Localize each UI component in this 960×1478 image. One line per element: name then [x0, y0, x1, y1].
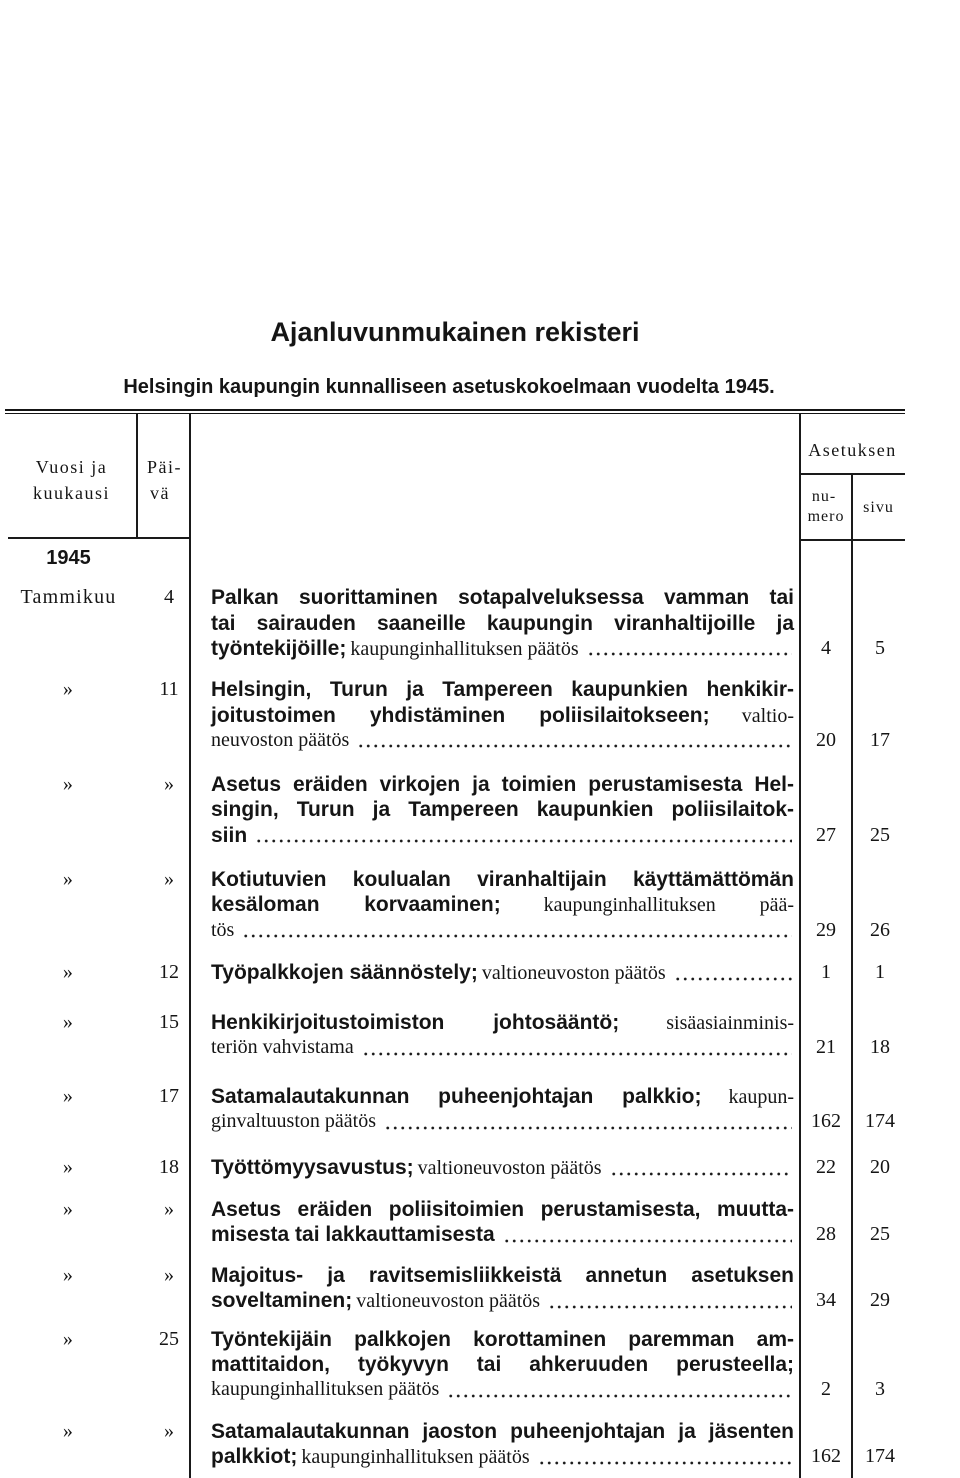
header-day-line2: vä — [150, 483, 170, 503]
statute-number: 27 — [816, 823, 836, 846]
entry-source-text: kaupunginhallituksen päätös — [301, 1446, 530, 1469]
entry-title-text: siin — [211, 823, 248, 847]
description-line — [211, 892, 794, 917]
description-line — [211, 1377, 794, 1402]
description-line-text — [211, 1109, 376, 1134]
entry-source-text: kaupunginhallituksen päätös — [350, 637, 579, 660]
entry-day: 15 — [159, 1011, 179, 1034]
page-title: Ajanluvunmukainen rekisteri — [270, 317, 640, 347]
entry-description — [190, 772, 800, 848]
entry-description — [190, 960, 800, 985]
statute-page: 17 — [870, 728, 890, 751]
register-entry — [0, 1155, 905, 1180]
leader-dots — [587, 636, 792, 661]
entry-day: 25 — [159, 1328, 179, 1351]
entry-title-text: Satamalautakunnan puheenjohtajan palkkio; — [211, 1085, 702, 1109]
entry-month: » — [62, 961, 75, 984]
header-number-line2: mero — [807, 508, 845, 525]
entry-month: » — [62, 678, 75, 701]
entry-month: » — [62, 1328, 75, 1351]
header-year-month-line1: Vuosi ja — [35, 457, 108, 477]
register-entry — [0, 1327, 905, 1403]
leader-dots — [447, 1377, 792, 1402]
description-line — [211, 1010, 794, 1035]
entry-day: » — [164, 773, 174, 796]
entry-title-text: Asetus eräiden poliisitoimien perustamisesta, muutta- — [211, 1198, 794, 1222]
entry-description — [190, 1197, 800, 1247]
leader-dots — [362, 1035, 792, 1060]
page-subtitle: Helsingin kaupungin kunnalliseen asetuskokoelmaan vuodelta 1945. — [123, 376, 775, 398]
description-line-text — [211, 823, 247, 848]
entry-title-text: kesäloman korvaaminen; — [211, 893, 501, 917]
statute-number: 4 — [821, 636, 831, 659]
entry-month: » — [62, 1156, 75, 1179]
entry-day: 17 — [159, 1085, 179, 1108]
statute-number: 22 — [816, 1156, 836, 1179]
entry-source-text: tös — [211, 918, 235, 941]
entry-source-text: valtioneuvoston päätös — [417, 1157, 602, 1180]
leader-dots — [503, 1222, 792, 1247]
entry-description — [190, 677, 800, 753]
description-line-text — [211, 960, 666, 985]
entry-description — [190, 1327, 800, 1403]
description-line-text — [211, 1035, 354, 1060]
description-line — [211, 772, 794, 797]
entry-description — [190, 1263, 800, 1313]
entry-month: » — [62, 1420, 75, 1442]
entry-description — [190, 1419, 800, 1469]
entry-title-text: misesta tai lakkauttamisesta — [211, 1223, 495, 1247]
description-line — [211, 1327, 794, 1352]
description-line — [211, 703, 794, 728]
description-line — [211, 918, 794, 943]
description-line — [211, 677, 794, 702]
entry-description — [190, 1084, 800, 1134]
statute-number: 1 — [821, 961, 831, 984]
entry-month: » — [62, 1264, 75, 1287]
header-year-month-line2: kuukausi — [33, 483, 110, 503]
register-entry — [0, 585, 905, 661]
statute-page: 18 — [870, 1036, 890, 1059]
entry-title-text: Helsingin, Turun ja Tampereen kaupunkien henkikir- — [211, 678, 794, 702]
description-line — [211, 1263, 794, 1288]
entry-title-text: Työpalkkojen säännöstely; — [211, 961, 478, 985]
entry-month: » — [62, 868, 75, 891]
description-line-text — [211, 1377, 439, 1402]
entry-description — [190, 867, 800, 943]
description-line — [211, 1109, 794, 1134]
statute-page: 20 — [870, 1156, 890, 1179]
statute-number: 2 — [821, 1378, 831, 1401]
statute-number: 20 — [816, 728, 836, 751]
entry-day: » — [164, 868, 174, 891]
entry-title-text: Työttömyysavustus; — [211, 1156, 414, 1180]
header-page: sivu — [863, 499, 894, 516]
entry-source-text: teriön vahvistama — [211, 1036, 354, 1059]
leader-dots — [674, 960, 792, 985]
entry-title-text: Palkan suorittaminen sotapalveluksessa vamman tai — [211, 586, 794, 610]
entry-title-text: soveltaminen; — [211, 1289, 353, 1313]
entry-month: » — [62, 773, 75, 796]
register-entry — [0, 1197, 905, 1247]
entry-description — [190, 1010, 800, 1060]
register-entry — [0, 1419, 905, 1469]
entry-description — [190, 1155, 800, 1180]
header-bottom-rule-right — [800, 539, 905, 541]
entry-title-text: Asetus eräiden virkojen ja toimien perustamisesta Hel- — [211, 773, 794, 797]
description-line — [211, 1419, 794, 1444]
statute-page: 174 — [865, 1110, 895, 1133]
entry-day: 12 — [159, 961, 179, 984]
statute-page: 29 — [870, 1289, 890, 1312]
description-line-text — [211, 1155, 602, 1180]
entry-source-text: valtio- — [741, 704, 795, 727]
description-line — [211, 867, 794, 892]
entry-title-text: singin, Turun ja Tampereen kaupunkien poliisilaitok- — [211, 798, 794, 822]
description-line — [211, 1352, 794, 1377]
entry-source-text: valtioneuvoston päätös — [481, 962, 666, 985]
register-entries — [0, 585, 905, 1469]
entry-month: » — [62, 1085, 75, 1108]
header-statute: Asetuksen — [808, 440, 897, 460]
entry-source-text: kaupunginhallituksen päätös — [211, 1378, 440, 1401]
description-line — [211, 611, 794, 636]
leader-dots — [538, 1444, 792, 1469]
description-line-text — [211, 1222, 495, 1247]
statute-page: 25 — [870, 1223, 890, 1246]
description-line — [211, 585, 794, 610]
entry-source-text: neuvoston päätös — [211, 728, 350, 751]
description-line — [211, 823, 794, 848]
statute-number: 21 — [816, 1036, 836, 1059]
entry-title-text: työntekijöille; — [211, 636, 347, 660]
leader-dots — [255, 823, 792, 848]
entry-day: 18 — [159, 1156, 179, 1179]
description-line — [211, 1155, 794, 1180]
description-line — [211, 1288, 794, 1313]
entry-title-text: mattitaidon, työkyvyn tai ahkeruuden perusteella; — [211, 1353, 794, 1377]
entry-day: » — [164, 1420, 174, 1442]
description-line — [211, 1035, 794, 1060]
statute-page: 25 — [870, 823, 890, 846]
statute-header-rule — [800, 473, 905, 475]
entry-day: 11 — [159, 678, 179, 701]
header-bottom-rule-left — [8, 537, 190, 539]
description-line — [211, 1084, 794, 1109]
entry-title-text: Satamalautakunnan jaoston puheenjohtajan ja jäsenten — [211, 1420, 794, 1443]
description-line-text — [211, 918, 234, 943]
entry-title-text: Henkikirjoitustoimiston johtosääntö; — [211, 1011, 620, 1035]
entry-day: 4 — [164, 586, 174, 609]
leader-dots — [384, 1109, 792, 1134]
entry-title-text: joitustoimen yhdistäminen poliisilaitokseen; — [211, 703, 710, 727]
description-line — [211, 1444, 794, 1469]
description-line — [211, 1222, 794, 1247]
entry-day: » — [164, 1198, 174, 1221]
entry-source-text: sisäasiainminis- — [666, 1012, 795, 1035]
header-day-line1: Päi- — [147, 457, 182, 477]
statute-number: 162 — [811, 1110, 841, 1133]
description-line — [211, 960, 794, 985]
statute-number: 34 — [816, 1289, 836, 1312]
entry-title-text: palkkiot; — [211, 1445, 298, 1469]
register-entry — [0, 1263, 905, 1313]
description-line — [211, 728, 794, 753]
statute-number: 162 — [811, 1445, 841, 1468]
entry-month: Tammikuu — [20, 586, 117, 609]
description-line — [211, 1197, 794, 1222]
entry-source-text: ginvaltuuston päätös — [211, 1110, 376, 1133]
register-entry — [0, 1084, 905, 1134]
entry-title-text: tai sairauden saaneille kaupungin viranhaltijoille ja — [211, 611, 794, 635]
statute-page: 3 — [875, 1378, 885, 1401]
register-entry — [0, 677, 905, 753]
description-line-text — [211, 636, 579, 661]
leader-dots — [610, 1155, 792, 1180]
description-line-text — [211, 1444, 530, 1469]
entry-description — [190, 585, 800, 661]
description-line — [211, 797, 794, 822]
entry-source-text: kaupun- — [728, 1086, 794, 1109]
statute-page: 174 — [865, 1445, 895, 1468]
table-top-rule — [5, 409, 905, 414]
entry-source-text: valtioneuvoston päätös — [356, 1290, 541, 1313]
entry-month: » — [62, 1198, 75, 1221]
description-line-text — [211, 1288, 540, 1313]
header-number-line1: nu- — [811, 488, 837, 505]
statute-page: 26 — [870, 918, 890, 941]
register-entry — [0, 772, 905, 848]
entry-day: » — [164, 1264, 174, 1287]
year-label: 1945 — [46, 547, 91, 570]
register-entry — [0, 867, 905, 943]
entry-month: » — [62, 1011, 75, 1034]
description-line — [211, 636, 794, 661]
statute-number: 28 — [816, 1223, 836, 1246]
leader-dots — [357, 728, 792, 753]
leader-dots — [242, 918, 792, 943]
statute-page: 5 — [875, 636, 885, 659]
entry-title-text: Majoitus- ja ravitsemisliikkeistä annetun asetuksen — [211, 1264, 794, 1288]
register-entry — [0, 1010, 905, 1060]
description-line-text — [211, 728, 349, 753]
entry-title-text: Työntekijäin palkkojen korottaminen paremman am- — [211, 1328, 794, 1352]
register-entry — [0, 960, 905, 985]
leader-dots — [548, 1288, 792, 1313]
entry-source-text: kaupunginhallituksen pää- — [543, 894, 794, 917]
entry-title-text: Kotiutuvien koulualan viranhaltijain käyttämättömän — [211, 868, 794, 892]
statute-page: 1 — [875, 961, 885, 984]
statute-number: 29 — [816, 918, 836, 941]
